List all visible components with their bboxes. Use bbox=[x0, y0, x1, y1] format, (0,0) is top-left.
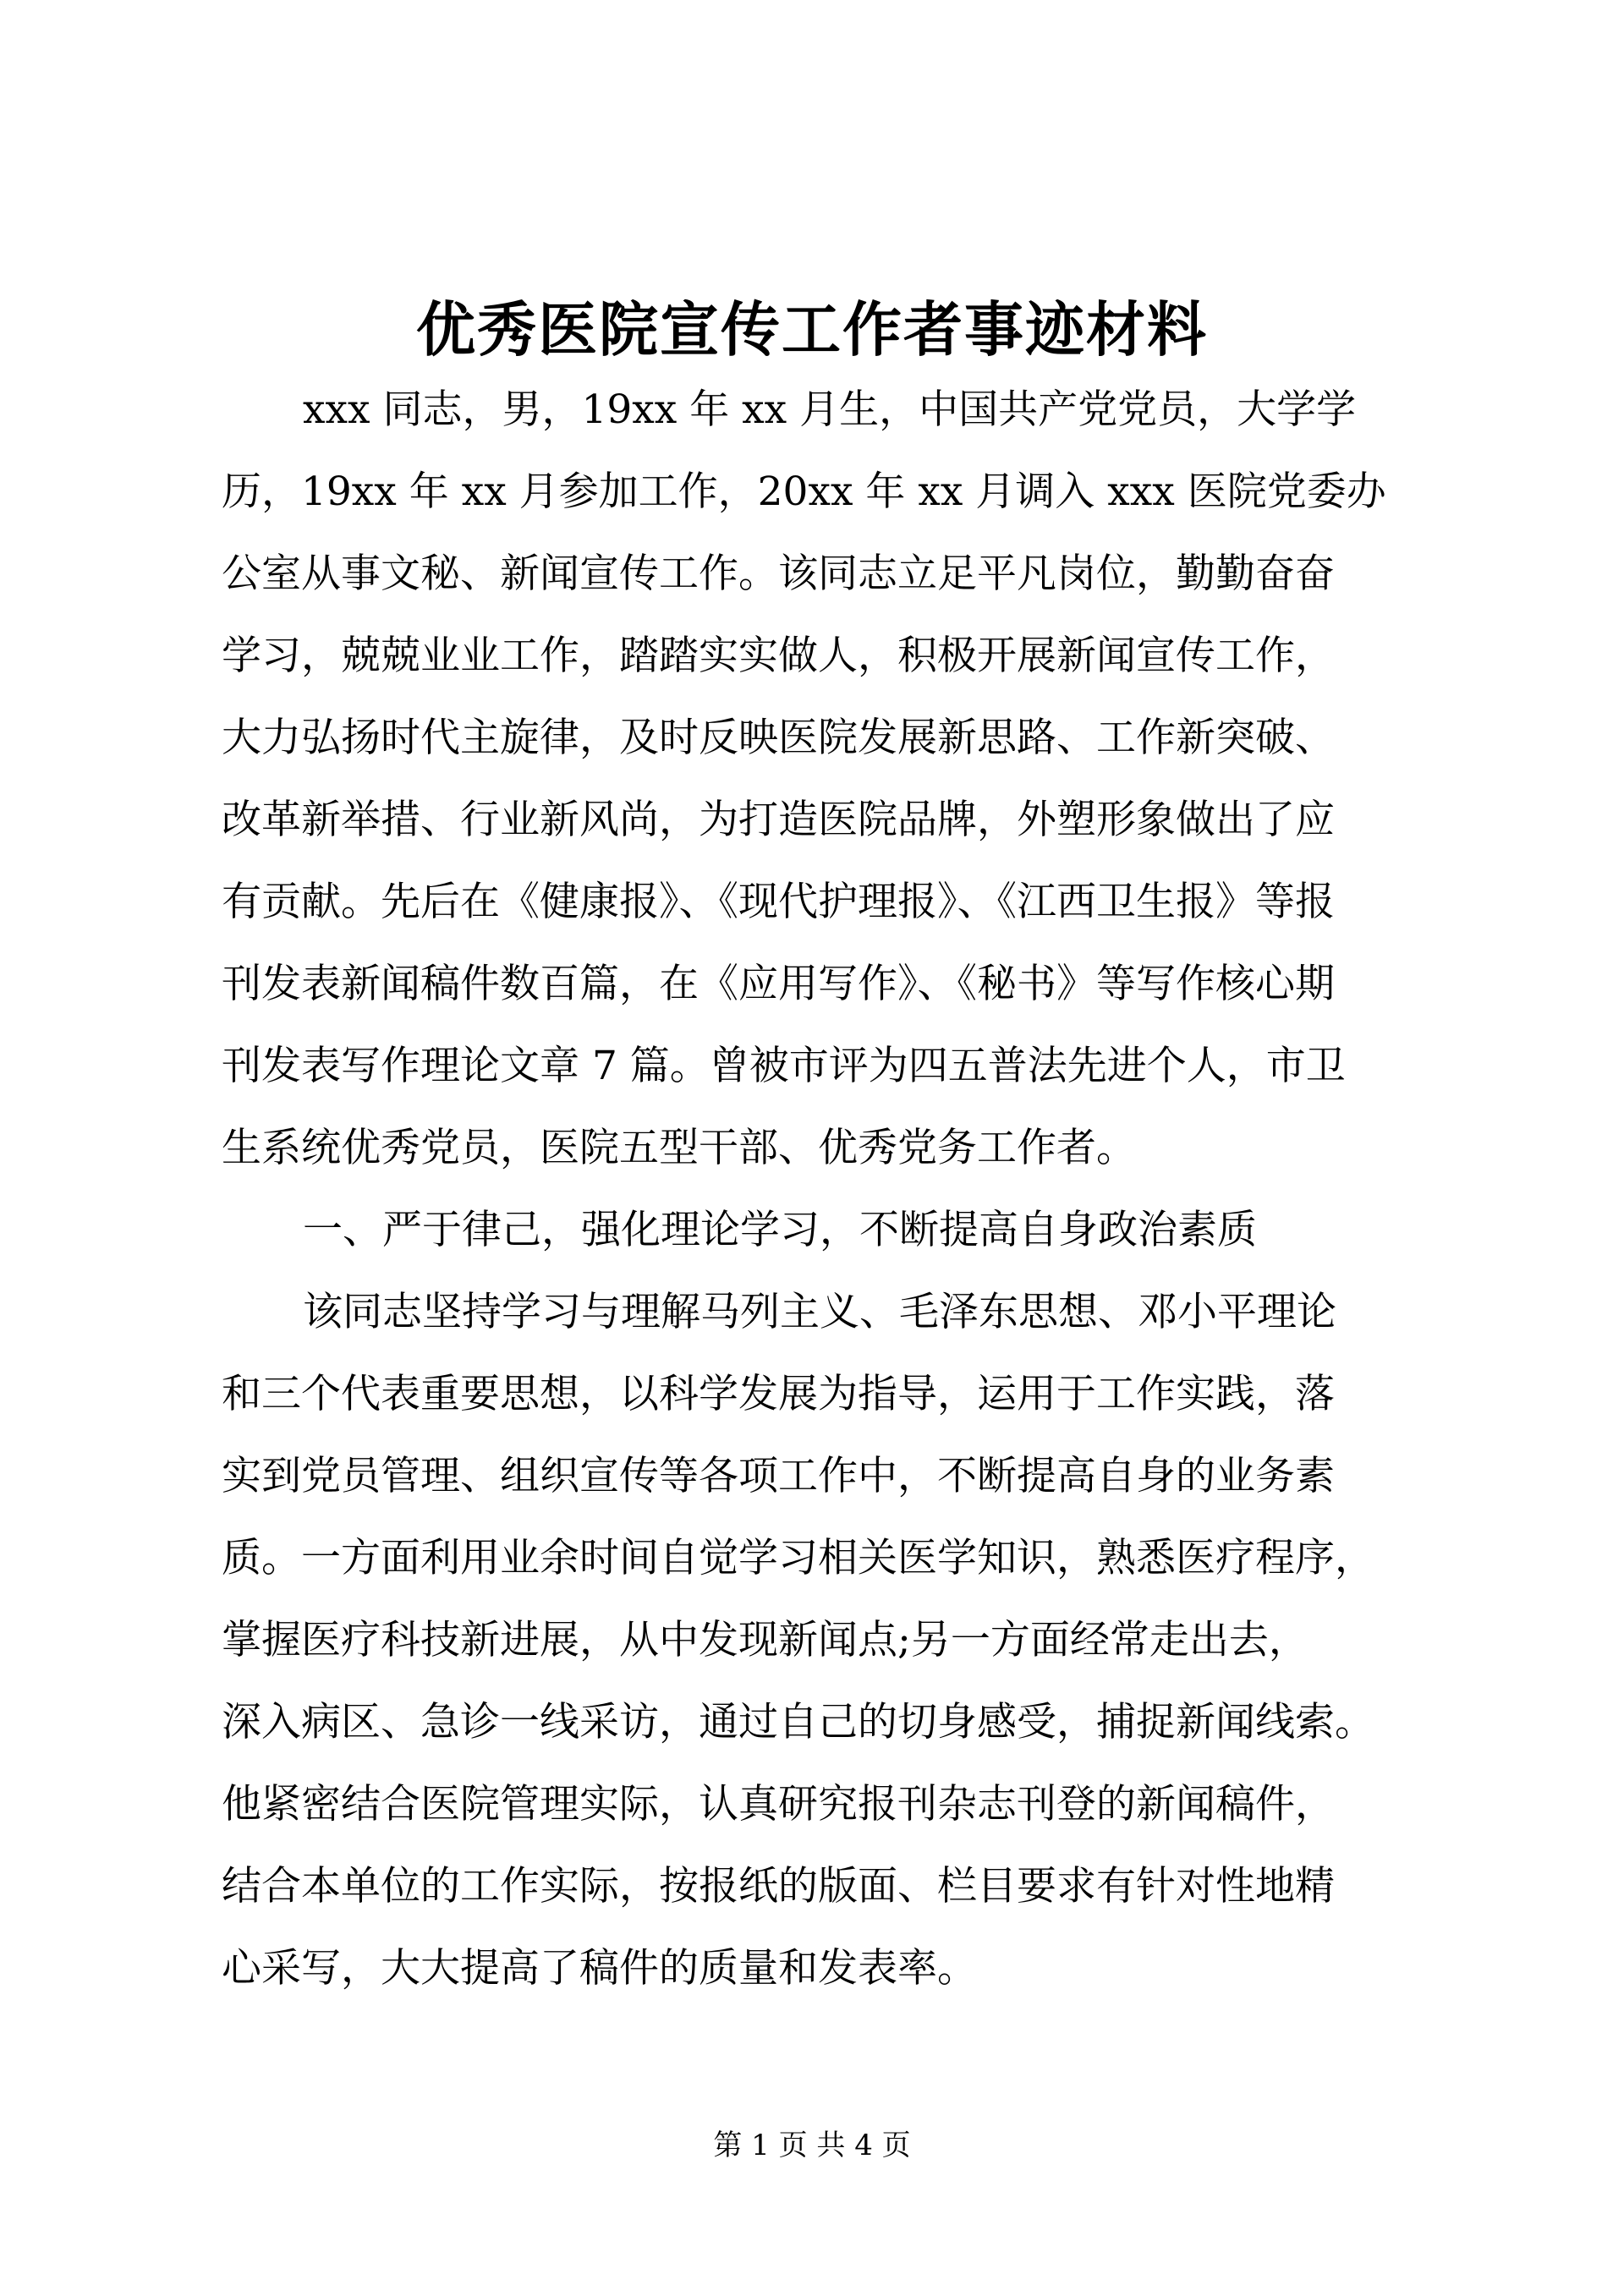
body-line: 该同志坚持学习与理解马列主义、毛泽东思想、邓小平理论 bbox=[303, 1289, 1336, 1335]
body-line: 深入病区、急诊一线采访，通过自己的切身感受，捕捉新闻线索。 bbox=[222, 1699, 1374, 1745]
body-line: 生系统优秀党员，医院五型干部、优秀党务工作者。 bbox=[222, 1125, 1136, 1171]
body-line: 改革新举措、行业新风尚，为打造医院品牌，外塑形象做出了应 bbox=[222, 797, 1335, 843]
body-line: 实到党员管理、组织宣传等各项工作中，不断提高自身的业务素 bbox=[222, 1453, 1335, 1499]
body-line: 质。一方面利用业余时间自觉学习相关医学知识，熟悉医疗程序， bbox=[222, 1535, 1374, 1581]
body-line: 刊发表新闻稿件数百篇，在《应用写作》、《秘书》等写作核心期 bbox=[222, 961, 1335, 1007]
page-number-footer: 第 1 页 共 4 页 bbox=[713, 2129, 911, 2162]
body-line: 他紧密结合医院管理实际，认真研究报刊杂志刊登的新闻稿件， bbox=[222, 1781, 1335, 1827]
body-line: 学习，兢兢业业工作，踏踏实实做人，积极开展新闻宣传工作， bbox=[222, 633, 1335, 679]
body-line: xxx 同志，男，19xx 年 xx 月生，中国共产党党员，大学学 bbox=[303, 386, 1357, 433]
body-line: 刊发表写作理论文章 7 篇。曾被市评为四五普法先进个人，市卫 bbox=[222, 1043, 1346, 1089]
body-line: 大力弘扬时代主旋律，及时反映医院发展新思路、工作新突破、 bbox=[222, 715, 1335, 761]
section-heading: 一、严于律己，强化理论学习，不断提高自身政治素质 bbox=[303, 1207, 1257, 1253]
body-line: 心采写，大大提高了稿件的质量和发表率。 bbox=[222, 1945, 977, 1992]
body-line: 有贡献。先后在《健康报》、《现代护理报》、《江西卫生报》等报 bbox=[222, 879, 1335, 925]
body-line: 掌握医疗科技新进展，从中发现新闻点;另一方面经常走出去， bbox=[222, 1617, 1309, 1663]
body-line: 历，19xx 年 xx 月参加工作，20xx 年 xx 月调入 xxx 医院党委办 bbox=[222, 469, 1386, 515]
body-line: 结合本单位的工作实际，按报纸的版面、栏目要求有针对性地精 bbox=[222, 1863, 1335, 1910]
body-line: 公室从事文秘、新闻宣传工作。该同志立足平凡岗位，勤勤奋奋 bbox=[222, 551, 1335, 597]
document-title: 优秀医院宣传工作者事迹材料 bbox=[416, 294, 1208, 364]
body-line: 和三个代表重要思想，以科学发展为指导，运用于工作实践，落 bbox=[222, 1371, 1335, 1417]
